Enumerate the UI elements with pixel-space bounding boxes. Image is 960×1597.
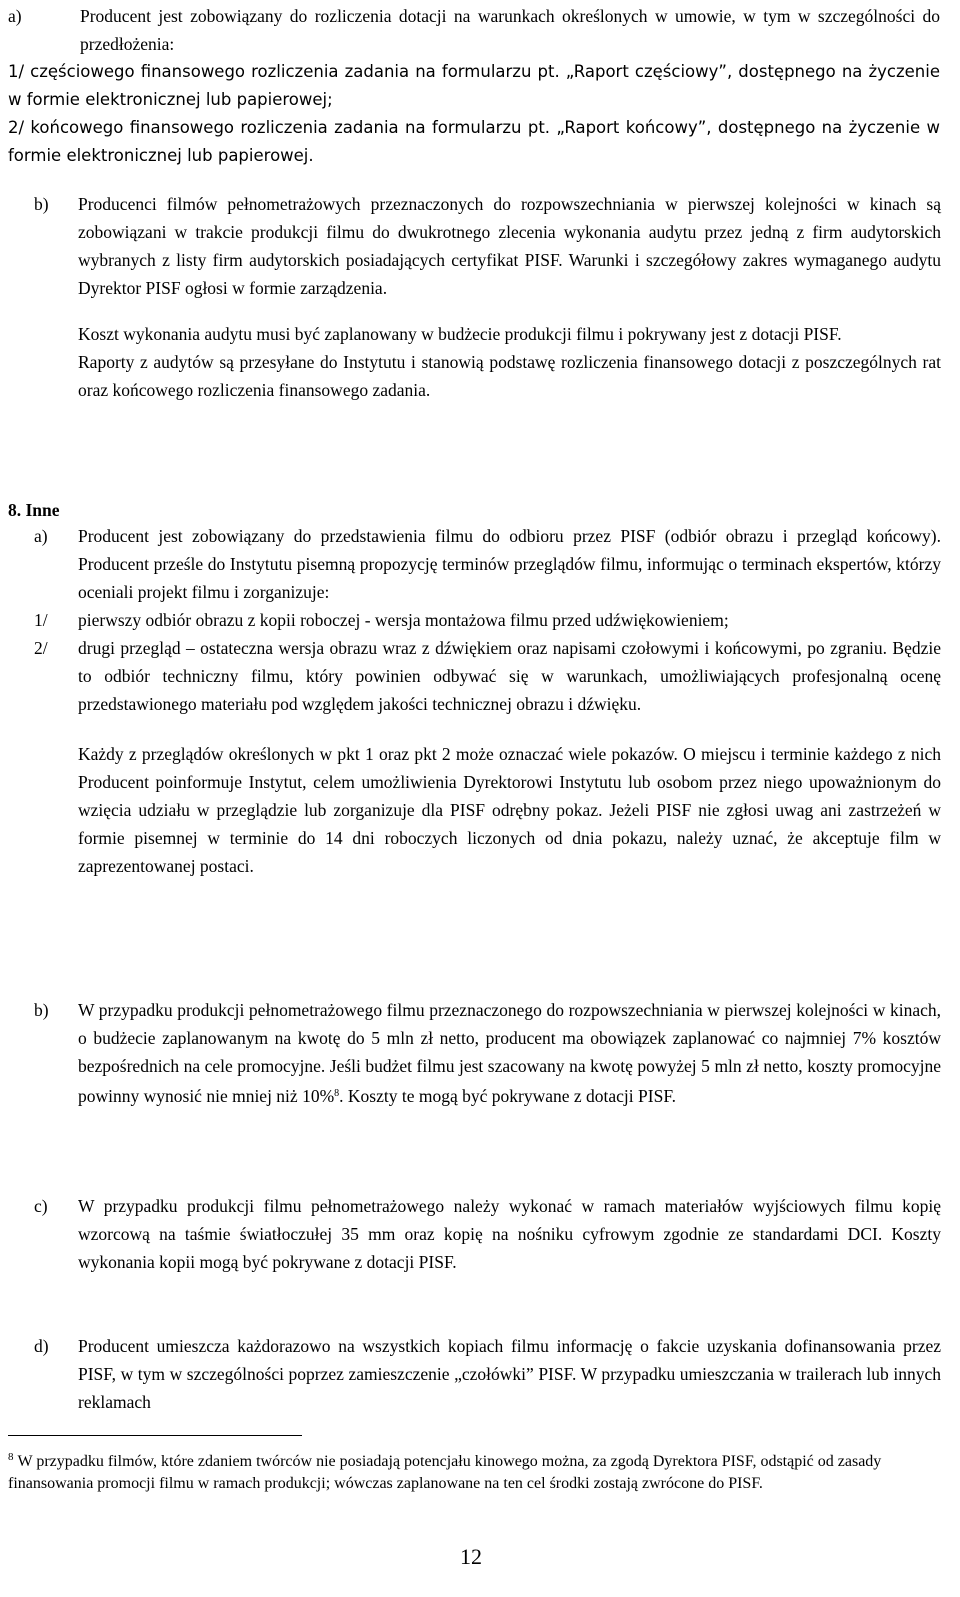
- settlement-block: [8, 2, 940, 170]
- item-8c-label: c): [34, 1196, 48, 1216]
- item-8b-text-part-1: W przypadku produkcji pełnometrażowego filmu przeznaczonego do rozpowszechniania w pierwszej kolejności w kinach, o budżecie zaplanowanym na kwotę do 5 mln zł netto, producent ma obowiązek zaplanować co najmniej 7% kosztów bezpośrednich na cele promocyjne. Jeśli budżet filmu jest szacowany na kwotę powyżej 5 mln zł netto, koszty promocyjne powinny wynosić nie mniej niż 10%: [78, 1000, 941, 1106]
- list-item-1: [6, 606, 941, 634]
- section-heading: 8. Inne: [8, 500, 60, 520]
- list-item-2-number: 2/: [34, 638, 48, 658]
- item-8b-label: b): [34, 1000, 49, 1020]
- item-8d-label: d): [34, 1336, 49, 1356]
- item-8a-paragraph-2: Każdy z przeglądów określonych w pkt 1 oraz pkt 2 może oznaczać wiele pokazów. O miejscu i terminie każdego z nich Producent poinformuje Instytut, celem umożliwienia Dyrektorowi Instytutu lub osobom przez niego upoważnionym do wzięcia udziału w przeglądzie lub zorganizuje dla PISF odrębny pokaz. Jeżeli PISF nie zgłosi uwag ani zastrzeżeń w formie pisemnej w terminie do 14 dni roboczych liczonych od dnia pokazu, należy uznać, że akceptuje film w zaprezentowanej postaci.: [78, 744, 941, 876]
- footnote-text: W przypadku filmów, które zdaniem twórców nie posiadają potencjału kinowego można, za zgodą Dyrektora PISF, odstąpić od zasady finansowania promocji filmu w ramach produkcji; wówczas zaplanowane na ten cel środki zostają zwrócone do PISF.: [8, 1453, 882, 1492]
- item-a: [8, 2, 940, 58]
- item-a-label: a): [8, 6, 22, 26]
- footnote-divider: [8, 1435, 302, 1436]
- audit-paragraph-2: Koszt wykonania audytu musi być zaplanowany w budżecie produkcji filmu i pokrywany jest z dotacji PISF.: [78, 324, 842, 344]
- footnote-number: 8: [8, 1451, 14, 1463]
- item-8d-text: Producent umieszcza każdorazowo na wszystkich kopiach filmu informację o fakcie uzyskania dofinansowania przez PISF, w tym w szczególności poprzez zamieszczenie „czołówki” PISF. W przypadku umieszczania w trailerach lub innych reklamach: [78, 1336, 941, 1412]
- item-a-line-2: 2/ końcowego finansowego rozliczenia zadania na formularzu pt. „Raport końcowy”, dostępnego na życzenie w formie elektronicznej lub papierowej.: [8, 118, 940, 165]
- audit-paragraph-3: Raporty z audytów są przesyłane do Instytutu i stanowią podstawę rozliczenia finansowego dotacji z poszczególnych rat oraz końcowego rozliczenia finansowego zadania.: [78, 352, 941, 400]
- item-b-audit: [6, 190, 941, 404]
- list-item-1-number: 1/: [34, 610, 48, 630]
- footnote-reference: 8: [334, 1088, 340, 1099]
- item-8c-text: W przypadku produkcji filmu pełnometrażowego należy wykonać w ramach materiałów wyjściowych filmu kopię wzorcową na taśmie światłoczułej 35 mm oraz kopię na nośniku cyfrowym zgodnie ze standardami DCI. Koszty wykonania kopii mogą być pokrywane z dotacji PISF.: [78, 1196, 941, 1272]
- item-8b: [6, 996, 941, 1110]
- list-item-2: [6, 634, 941, 718]
- item-8d: [6, 1332, 941, 1416]
- item-b-label: b): [34, 194, 49, 214]
- item-8a-label: a): [34, 526, 48, 546]
- list-item-2-text: drugi przegląd – ostateczna wersja obrazu wraz z dźwiękiem oraz napisami czołowymi i końcowymi, po zgraniu. Będzie to odbiór techniczny filmu, który powinien odbywać się w warunkach, umożliwiających profesjonalną ocenę przedstawionego materiału pod względem jakości technicznej obrazu i dźwięku.: [78, 638, 941, 714]
- item-a-line-1: 1/ częściowego finansowego rozliczenia zadania na formularzu pt. „Raport częściowy”, dostępnego na życzenie w formie elektronicznej lub papierowej;: [8, 62, 940, 109]
- footnote: [8, 1446, 936, 1495]
- page-number: 12: [460, 1544, 482, 1569]
- item-8b-text: [78, 996, 941, 1110]
- item-8b-text-part-2: . Koszty te mogą być pokrywane z dotacji PISF.: [339, 1086, 677, 1106]
- audit-paragraph-1: Producenci filmów pełnometrażowych przeznaczonych do rozpowszechniania w pierwszej kolejności w kinach są zobowiązani w trakcie produkcji filmu do dwukrotnego zlecenia wykonania audytu przez jedną z firm audytorskich wybranych z listy firm audytorskich posiadających certyfikat PISF. Warunki i szczegółowy zakres wymaganego audytu Dyrektor PISF ogłosi w formie zarządzenia.: [78, 194, 941, 298]
- item-8c: [6, 1192, 941, 1276]
- item-8a: [6, 522, 941, 880]
- list-item-1-text: pierwszy odbiór obrazu z kopii roboczej - wersja montażowa filmu przed udźwiękowieniem;: [78, 610, 729, 630]
- item-a-text: Producent jest zobowiązany do rozliczenia dotacji na warunkach określonych w umowie, w tym w szczególności do przedłożenia:: [80, 6, 940, 54]
- item-8a-text: Producent jest zobowiązany do przedstawienia filmu do odbioru przez PISF (odbiór obrazu i przegląd końcowy). Producent prześle do Instytutu pisemną propozycję terminów przeglądów filmu, informując o terminach ekspertów, którzy oceniali projekt filmu i zorganizuje:: [78, 526, 941, 602]
